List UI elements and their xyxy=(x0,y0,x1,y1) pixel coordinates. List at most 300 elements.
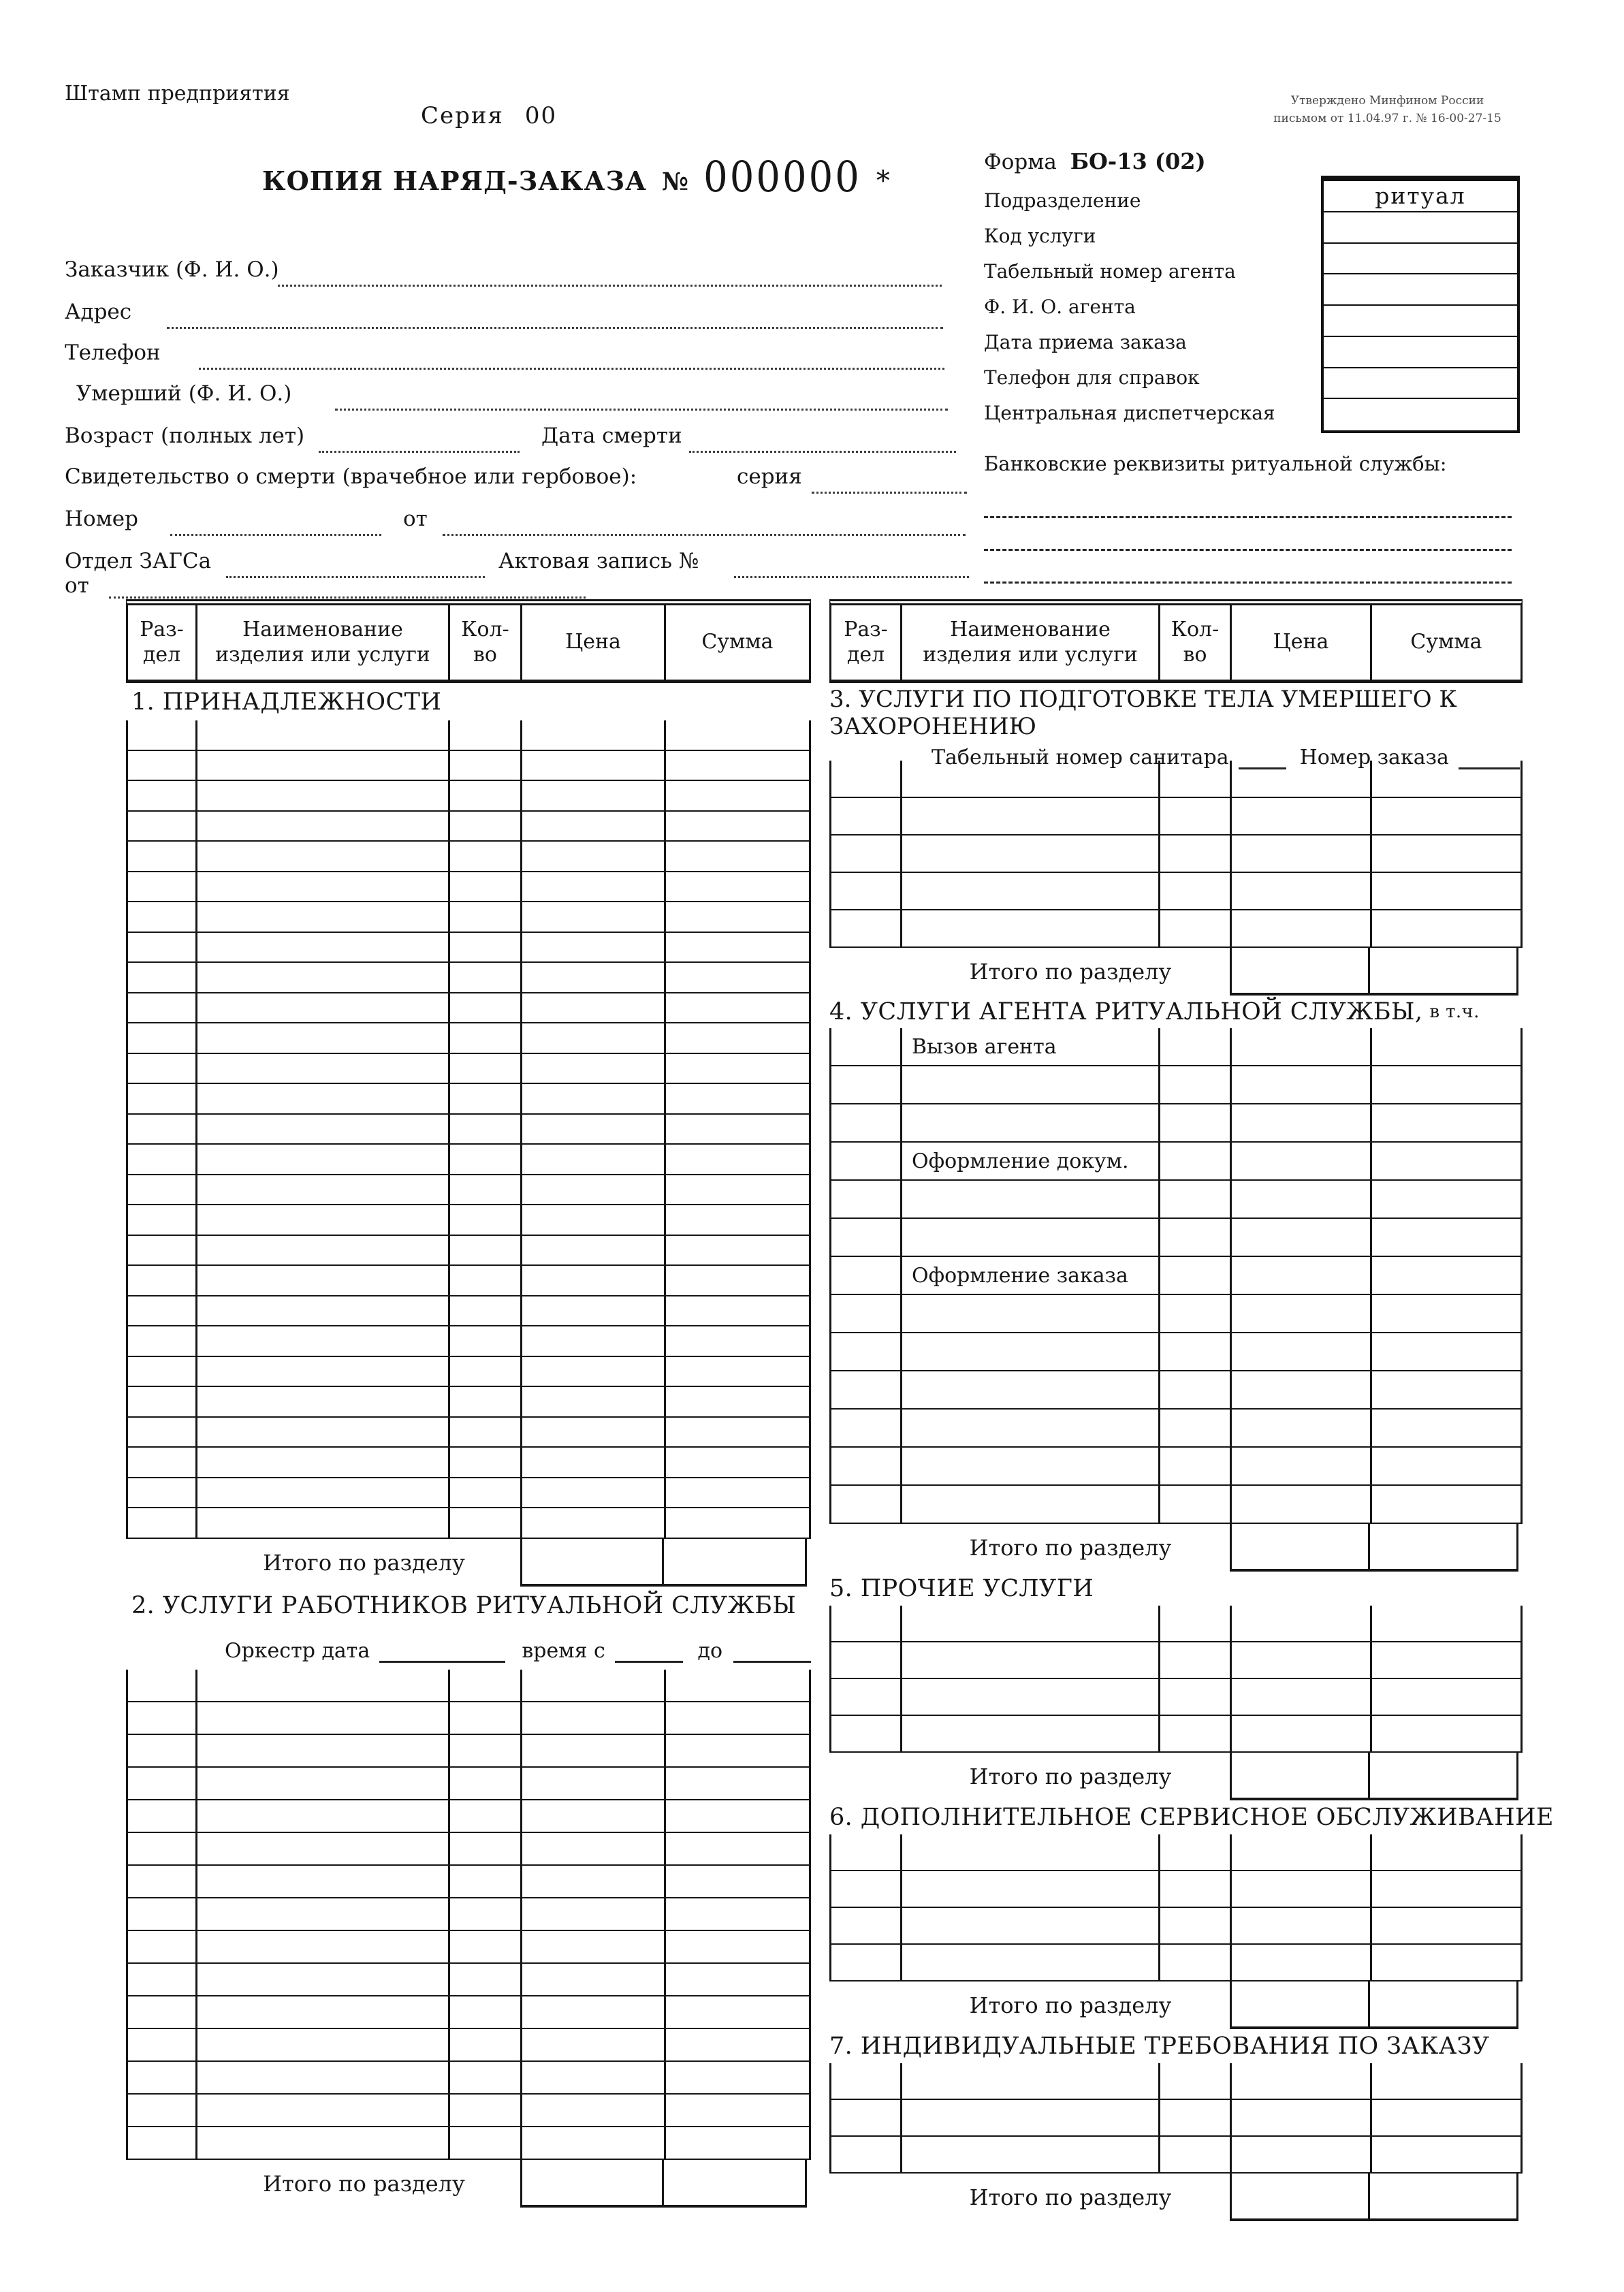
table-row xyxy=(126,1115,811,1145)
table-cell xyxy=(450,1145,522,1174)
table-cell xyxy=(128,1205,197,1235)
document-title-line xyxy=(262,155,890,200)
table-row xyxy=(126,1205,811,1236)
table-cell xyxy=(522,1115,666,1144)
table-cell xyxy=(902,1716,1160,1751)
table-cell xyxy=(197,1898,450,1930)
table-cell xyxy=(1372,1143,1520,1179)
table-cell xyxy=(831,761,902,797)
table-cell xyxy=(450,1800,522,1832)
table-cell xyxy=(522,1866,666,1897)
table-cell xyxy=(522,1833,666,1864)
table-cell xyxy=(197,1702,450,1734)
field-tabelny-agenta: Табельный номер агента xyxy=(984,260,1236,283)
table-cell xyxy=(1232,1871,1372,1907)
table-cell xyxy=(522,781,666,810)
order-number: 000000 xyxy=(703,153,861,202)
table-row xyxy=(126,1387,811,1418)
table-cell xyxy=(902,873,1160,909)
table-cell xyxy=(450,751,522,780)
table-row xyxy=(126,872,811,903)
table-cell xyxy=(1372,761,1520,797)
table-cell xyxy=(197,1115,450,1144)
table-cell xyxy=(666,1326,809,1356)
table-cell xyxy=(902,910,1160,946)
table-cell xyxy=(831,910,902,946)
table-cell xyxy=(128,1996,197,2028)
field-otdel-zagsa: Отдел ЗАГСа xyxy=(65,549,212,573)
table-cell xyxy=(902,1834,1160,1870)
table-cell xyxy=(450,1205,522,1235)
table-cell xyxy=(450,902,522,932)
table-cell xyxy=(902,1448,1160,1484)
table-cell xyxy=(831,1371,902,1408)
table-cell xyxy=(1372,1371,1520,1408)
table-row xyxy=(829,2100,1523,2137)
ritual-box-cell xyxy=(1324,212,1517,244)
section-1-rows xyxy=(126,720,811,1539)
table-cell xyxy=(128,1898,197,1930)
header-tsena: Цена xyxy=(1232,605,1372,680)
table-cell xyxy=(666,1448,809,1477)
table-cell xyxy=(197,933,450,962)
header-summa: Сумма xyxy=(1410,630,1482,654)
table-row xyxy=(829,1448,1523,1486)
fill-line xyxy=(335,409,948,411)
table-row xyxy=(126,1418,811,1448)
table-cell xyxy=(197,872,450,902)
table-cell xyxy=(128,993,197,1023)
table-cell xyxy=(128,720,197,750)
table-cell xyxy=(128,1387,197,1416)
table-cell xyxy=(666,1084,809,1113)
table-cell xyxy=(450,1833,522,1864)
header-naimenovanie: Наименование изделия или услуги xyxy=(197,605,450,680)
table-cell xyxy=(1372,1679,1520,1715)
table-cell xyxy=(197,1266,450,1295)
table-cell xyxy=(831,1257,902,1294)
table-cell xyxy=(522,1387,666,1416)
table-row xyxy=(126,1236,811,1267)
table-cell xyxy=(450,720,522,750)
table-cell xyxy=(1232,1333,1372,1370)
table-cell xyxy=(666,1964,809,1995)
table-cell xyxy=(666,902,809,932)
table-cell xyxy=(197,1964,450,1995)
table-row xyxy=(126,2127,811,2160)
fill-line xyxy=(812,492,967,494)
table-cell xyxy=(1160,1908,1232,1943)
table-cell xyxy=(1160,1486,1232,1523)
table-cell xyxy=(1232,1834,1372,1870)
table-row xyxy=(829,1606,1523,1642)
table-row xyxy=(126,1898,811,1931)
table-cell xyxy=(902,1871,1160,1907)
table-cell xyxy=(666,1175,809,1205)
table-cell xyxy=(1160,1143,1232,1179)
table-cell xyxy=(197,1931,450,1962)
table-cell xyxy=(522,1996,666,2028)
table-cell xyxy=(128,1296,197,1326)
table-cell xyxy=(450,1964,522,1995)
table-cell xyxy=(1232,2100,1372,2135)
table-cell xyxy=(1372,2137,1520,2172)
field-nomer: Номер xyxy=(65,507,139,531)
table-cell xyxy=(128,2062,197,2093)
table-cell xyxy=(197,2029,450,2060)
table-cell xyxy=(197,1448,450,1477)
table-cell xyxy=(522,1478,666,1508)
table-cell xyxy=(1232,835,1372,872)
table-cell xyxy=(1232,1181,1372,1217)
table-header-row xyxy=(126,599,811,683)
table-cell xyxy=(128,1418,197,1447)
table-cell xyxy=(128,1145,197,1174)
table-cell xyxy=(666,1702,809,1734)
table-row xyxy=(829,1371,1523,1410)
table-cell xyxy=(1232,1642,1372,1678)
table-row xyxy=(126,933,811,964)
table-row xyxy=(829,2063,1523,2100)
field-adres: Адрес xyxy=(65,300,132,324)
table-cell xyxy=(1232,1219,1372,1256)
table-cell xyxy=(128,872,197,902)
table-cell xyxy=(666,933,809,962)
table-cell xyxy=(902,1606,1160,1641)
table-cell xyxy=(197,812,450,841)
field-fio-agenta: Ф. И. О. агента xyxy=(984,296,1136,318)
table-row xyxy=(126,751,811,782)
table-row xyxy=(126,902,811,933)
table-cell xyxy=(1372,1834,1520,1870)
total-price-cell xyxy=(1230,1524,1370,1572)
fill-blank xyxy=(733,1642,811,1663)
field-data-priema: Дата приема заказа xyxy=(984,331,1187,353)
section-3-total-row xyxy=(829,948,1523,996)
table-cell xyxy=(902,1371,1160,1408)
asterisk-mark: * xyxy=(876,165,890,197)
table-cell xyxy=(197,1735,450,1766)
section-7-title: 7. ИНДИВИДУАЛЬНЫЕ ТРЕБОВАНИЯ ПО ЗАКАЗУ xyxy=(829,2033,1490,2060)
table-cell xyxy=(1160,1945,1232,1980)
section-1-total-row xyxy=(126,1539,811,1587)
table-cell xyxy=(450,1387,522,1416)
table-cell xyxy=(128,1084,197,1113)
table-cell xyxy=(450,1266,522,1295)
table-row xyxy=(126,1964,811,1996)
table-cell xyxy=(902,1104,1160,1141)
field-vozrast: Возраст (полных лет) xyxy=(65,424,305,448)
table-cell xyxy=(522,1508,666,1538)
table-cell xyxy=(666,1931,809,1962)
section-6-total-row xyxy=(829,1981,1523,2029)
table-row xyxy=(829,1181,1523,1219)
table-cell xyxy=(128,1023,197,1053)
table-cell xyxy=(1232,761,1372,797)
table-cell xyxy=(1160,2100,1232,2135)
table-cell xyxy=(666,1418,809,1447)
table-cell xyxy=(522,1054,666,1083)
table-row xyxy=(829,1679,1523,1716)
right-table-column xyxy=(829,599,1554,2221)
table-cell xyxy=(666,1735,809,1766)
header-razdel: Раз-дел xyxy=(831,605,902,680)
table-cell xyxy=(522,1735,666,1766)
table-cell xyxy=(450,1898,522,1930)
fill-blank xyxy=(379,1642,505,1663)
fill-line xyxy=(167,327,943,329)
table-cell xyxy=(831,1448,902,1484)
total-label: Итого по разделу xyxy=(969,959,1172,985)
table-row xyxy=(829,835,1523,873)
table-cell xyxy=(522,1236,666,1265)
order-processing-label: Оформление заказа xyxy=(902,1257,1160,1294)
orchestra-time-to-label: до xyxy=(697,1638,723,1663)
table-row xyxy=(829,1486,1523,1524)
field-svidetelstvo: Свидетельство о смерти (врачебное или гербовое): xyxy=(65,464,637,489)
table-cell xyxy=(522,872,666,902)
table-cell xyxy=(666,963,809,992)
table-cell xyxy=(1160,1028,1232,1065)
table-cell xyxy=(522,1084,666,1113)
table-cell xyxy=(522,2062,666,2093)
table-cell xyxy=(831,1679,902,1715)
table-cell xyxy=(450,1768,522,1799)
table-cell xyxy=(1160,1448,1232,1484)
table-row xyxy=(126,1478,811,1509)
table-row xyxy=(829,761,1523,798)
table-row xyxy=(126,2029,811,2062)
left-table-column xyxy=(126,599,811,2208)
table-row xyxy=(126,1768,811,1800)
table-cell xyxy=(1160,1871,1232,1907)
table-cell xyxy=(1160,873,1232,909)
series-value: 00 xyxy=(524,102,558,129)
table-row xyxy=(126,1357,811,1388)
table-cell xyxy=(450,2062,522,2093)
table-cell xyxy=(1160,2063,1232,2099)
fill-line xyxy=(443,534,966,536)
table-cell xyxy=(450,2029,522,2060)
table-cell xyxy=(666,1266,809,1295)
orchestra-time-from-label: время с xyxy=(522,1638,605,1663)
table-cell xyxy=(831,1642,902,1678)
table-row xyxy=(126,1931,811,1964)
table-cell xyxy=(522,1670,666,1701)
ritual-box-cell xyxy=(1324,399,1517,430)
table-cell xyxy=(1372,1410,1520,1446)
table-cell xyxy=(831,1066,902,1103)
table-cell xyxy=(1160,1679,1232,1715)
table-cell xyxy=(831,1219,902,1256)
table-cell xyxy=(197,720,450,750)
section-6-rows xyxy=(829,1834,1523,1981)
table-cell xyxy=(902,1219,1160,1256)
table-row xyxy=(829,1834,1523,1871)
table-row xyxy=(829,1333,1523,1371)
table-cell xyxy=(1372,1642,1520,1678)
table-cell xyxy=(522,1145,666,1174)
ritual-box-title: ритуал xyxy=(1324,181,1517,212)
table-cell xyxy=(128,751,197,780)
field-zakazchik: Заказчик (Ф. И. О.) xyxy=(65,257,279,282)
section-1-title: 1. ПРИНАДЛЕЖНОСТИ xyxy=(131,688,442,716)
fill-line xyxy=(278,285,942,287)
table-cell xyxy=(1372,1181,1520,1217)
table-row xyxy=(829,1871,1523,1908)
sanitar-number-label: Табельный номер санитара xyxy=(932,746,1229,770)
table-cell xyxy=(128,781,197,810)
table-cell xyxy=(831,1945,902,1980)
table-cell xyxy=(128,1670,197,1701)
table-cell xyxy=(197,1670,450,1701)
table-cell xyxy=(1232,2063,1372,2099)
table-cell xyxy=(128,933,197,962)
table-row xyxy=(126,1326,811,1357)
table-row xyxy=(829,1295,1523,1333)
table-cell xyxy=(450,1296,522,1326)
section-4-title-row xyxy=(829,996,1523,1028)
table-row xyxy=(126,1084,811,1115)
table-cell xyxy=(666,720,809,750)
table-cell xyxy=(1372,1219,1520,1256)
section-4-title: 4. УСЛУГИ АГЕНТА РИТУАЛЬНОЙ СЛУЖБЫ, xyxy=(829,998,1423,1025)
total-sum-cell xyxy=(1370,948,1518,996)
table-cell xyxy=(666,1357,809,1386)
table-cell xyxy=(831,1908,902,1943)
table-cell xyxy=(831,1606,902,1641)
table-cell xyxy=(1160,910,1232,946)
total-label: Итого по разделу xyxy=(969,2184,1172,2210)
table-cell xyxy=(197,1023,450,1053)
table-row xyxy=(126,2062,811,2095)
table-row xyxy=(126,993,811,1024)
table-cell xyxy=(450,1023,522,1053)
table-cell xyxy=(197,1145,450,1174)
table-row xyxy=(829,1908,1523,1945)
table-cell xyxy=(666,1670,809,1701)
table-cell xyxy=(902,835,1160,872)
header-summa: Сумма xyxy=(701,630,774,654)
table-cell xyxy=(128,1866,197,1897)
table-row xyxy=(829,798,1523,835)
table-cell xyxy=(522,933,666,962)
table-cell xyxy=(831,1486,902,1523)
table-cell xyxy=(1160,1181,1232,1217)
table-cell xyxy=(522,2095,666,2126)
ritual-box-cell xyxy=(1324,368,1517,400)
table-cell xyxy=(831,1104,902,1141)
table-cell xyxy=(197,1508,450,1538)
section-4-rows-c xyxy=(829,1295,1523,1524)
table-cell xyxy=(902,1486,1160,1523)
table-cell xyxy=(1372,910,1520,946)
table-cell xyxy=(1372,2100,1520,2135)
table-row xyxy=(829,1219,1523,1257)
table-cell xyxy=(1160,1834,1232,1870)
orchestra-date-label: Оркестр дата xyxy=(225,1638,370,1663)
table-cell xyxy=(1372,1448,1520,1484)
table-cell xyxy=(666,1768,809,1799)
section-3-title-block xyxy=(829,683,1523,770)
table-cell xyxy=(522,1964,666,1995)
total-sum-cell xyxy=(664,1539,807,1587)
table-row xyxy=(126,1833,811,1866)
table-cell xyxy=(666,842,809,871)
table-cell xyxy=(902,2063,1160,2099)
table-cell xyxy=(522,2029,666,2060)
fill-line xyxy=(226,576,485,578)
series-label: Серия xyxy=(421,102,505,129)
table-cell xyxy=(902,761,1160,797)
fill-line xyxy=(199,368,944,370)
table-cell xyxy=(197,963,450,992)
table-cell xyxy=(1232,1908,1372,1943)
table-row xyxy=(126,1145,811,1175)
series-line xyxy=(421,102,557,129)
table-cell xyxy=(1232,798,1372,834)
form-label: Форма xyxy=(984,150,1057,174)
table-row xyxy=(126,842,811,872)
section-5-total-row xyxy=(829,1753,1523,1800)
table-cell xyxy=(666,1508,809,1538)
table-cell xyxy=(1160,1257,1232,1294)
table-cell xyxy=(450,1670,522,1701)
table-cell xyxy=(666,1478,809,1508)
header-razdel: Раз-дел xyxy=(128,605,197,680)
table-cell xyxy=(1232,1679,1372,1715)
table-cell xyxy=(1232,1448,1372,1484)
total-sum-cell xyxy=(1370,1753,1518,1800)
total-sum-cell xyxy=(1370,1524,1518,1572)
table-row xyxy=(126,781,811,812)
table-cell xyxy=(128,1236,197,1265)
table-cell xyxy=(128,1115,197,1144)
table-cell xyxy=(197,902,450,932)
table-cell xyxy=(902,1410,1160,1446)
field-telefon: Телефон xyxy=(65,340,161,365)
table-cell xyxy=(902,1679,1160,1715)
table-cell xyxy=(1232,1410,1372,1446)
table-cell xyxy=(1232,1716,1372,1751)
table-cell xyxy=(1160,798,1232,834)
table-cell xyxy=(1372,1716,1520,1751)
header-kolvo: Кол-во xyxy=(450,605,522,680)
table-cell xyxy=(197,1387,450,1416)
table-cell xyxy=(450,1866,522,1897)
table-cell xyxy=(197,1296,450,1326)
table-cell xyxy=(128,1702,197,1734)
fill-blank xyxy=(615,1642,683,1663)
table-cell xyxy=(128,963,197,992)
table-cell xyxy=(128,2127,197,2159)
section-6-title: 6. ДОПОЛНИТЕЛЬНОЕ СЕРВИСНОЕ ОБСЛУЖИВАНИЕ xyxy=(829,1804,1554,1831)
table-cell xyxy=(831,1028,902,1065)
table-cell xyxy=(1160,1219,1232,1256)
table-cell xyxy=(831,1834,902,1870)
table-cell xyxy=(522,1418,666,1447)
table-cell xyxy=(902,1181,1160,1217)
table-cell xyxy=(197,1205,450,1235)
table-cell xyxy=(1232,1945,1372,1980)
table-cell xyxy=(128,2029,197,2060)
table-cell xyxy=(902,1333,1160,1370)
field-aktovaya: Актовая запись № xyxy=(498,549,699,573)
document-title: КОПИЯ НАРЯД-ЗАКАЗА xyxy=(262,165,647,196)
table-cell xyxy=(197,2095,450,2126)
table-cell xyxy=(522,1800,666,1832)
table-cell xyxy=(197,1236,450,1265)
